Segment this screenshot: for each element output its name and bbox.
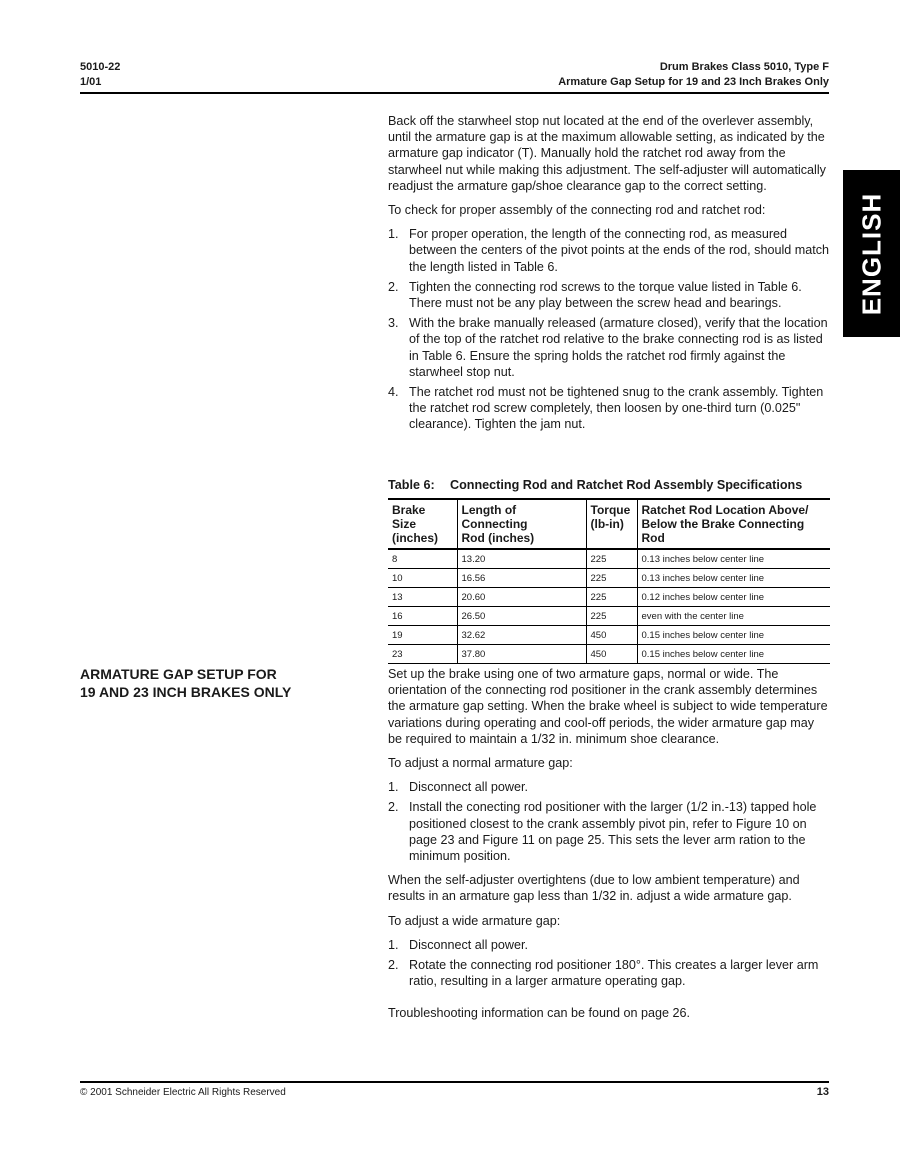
- check-assembly-steps: [388, 226, 830, 432]
- troubleshooting-note: Troubleshooting information can be found on page 26.: [388, 1006, 690, 1021]
- copyright-notice: © 2001 Schneider Electric All Rights Reserved: [80, 1087, 286, 1098]
- list-item: [388, 799, 830, 864]
- list-item: [388, 384, 830, 433]
- table-row: [388, 626, 830, 645]
- column-header-ratchet-location: Ratchet Rod Location Above/ Below the Brake Connecting Rod: [637, 499, 830, 549]
- column-header-rod-length: Length of Connecting Rod (inches): [457, 499, 586, 549]
- document-subtitle: Armature Gap Setup for 19 and 23 Inch Brakes Only: [558, 76, 829, 88]
- table-cell: 23: [388, 645, 457, 664]
- table-cell: 450: [586, 645, 637, 664]
- table-cell: 0.13 inches below center line: [637, 569, 830, 588]
- table-cell: 225: [586, 588, 637, 607]
- list-number: 2.: [388, 279, 399, 294]
- normal-gap-steps: [388, 779, 830, 864]
- table-cell: 225: [586, 549, 637, 569]
- list-text: Disconnect all power.: [409, 780, 529, 795]
- list-text: Tighten the connecting rod screws to the torque value listed in Table 6. There must not be any play between the screw head and bearings.: [409, 279, 802, 311]
- list-item: [388, 779, 830, 795]
- specifications-table: [388, 498, 830, 664]
- armature-gap-section: [388, 666, 830, 1030]
- intro-section: [388, 113, 830, 441]
- list-text: With the brake manually released (armature closed), verify that the location of the top of the ratchet rod relative to the brake connecting rod is as listed in Table 6. Ensure the spring holds the ratchet rod firmly against the starwheel stop nut.: [409, 316, 828, 379]
- list-number: 2.: [388, 958, 399, 973]
- list-number: 4.: [388, 385, 399, 400]
- table-row: [388, 645, 830, 664]
- table-cell: even with the center line: [637, 607, 830, 626]
- list-number: 1.: [388, 937, 399, 952]
- header-divider: [80, 92, 829, 94]
- wide-gap-steps: [388, 937, 830, 990]
- list-number: 1.: [388, 227, 399, 242]
- document-title: Drum Brakes Class 5010, Type F: [659, 61, 829, 73]
- document-number: 5010-22: [80, 61, 121, 73]
- table-cell: 20.60: [457, 588, 586, 607]
- list-text: The ratchet rod must not be tightened snug to the crank assembly. Tighten the ratchet rod screw completely, then loosen by one-third turn (0.025" clearance). Tighten the jam nut.: [409, 385, 824, 432]
- list-item: [388, 957, 830, 989]
- table-row: [388, 569, 830, 588]
- intro-paragraph: Back off the starwheel stop nut located at the end of the overlever assembly, until the armature gap is at the maximum allowable setting, as indicated by the armature gap indicator (T). Manually hold the ratchet rod away from the starwheel nut while making this adjustment. The self-adjuster will automatically readjust the armature gap/shoe clearance gap to the correct setting.: [388, 114, 826, 193]
- list-text: Install the conecting rod positioner with the larger (1/2 in.-13) tapped hole positioned closest to the crank assembly pivot pin, refer to Figure 10 on page 23 and Figure 11 on page 25. This sets the lever arm ration to the minimum position.: [409, 800, 817, 864]
- table-cell: 37.80: [457, 645, 586, 664]
- table-label: Table 6:: [388, 478, 435, 492]
- section-heading: ARMATURE GAP SETUP FOR 19 AND 23 INCH BRAKES ONLY: [80, 666, 292, 700]
- column-header-torque: Torque (lb-in): [586, 499, 637, 549]
- table-cell: 19: [388, 626, 457, 645]
- table-cell: 16: [388, 607, 457, 626]
- list-number: 2.: [388, 800, 399, 815]
- list-item: [388, 315, 830, 380]
- page-number: 13: [816, 1086, 829, 1098]
- language-tab: [843, 170, 900, 337]
- table-row: [388, 549, 830, 569]
- footer-divider: [80, 1081, 829, 1083]
- self-adjuster-paragraph: When the self-adjuster overtightens (due to low ambient temperature) and results in an armature gap less than 1/32 in. adjust a wide armature gap.: [388, 873, 800, 904]
- list-text: Rotate the connecting rod positioner 180°. This creates a larger lever arm ratio, resulting in a larger armature operating gap.: [409, 958, 819, 989]
- table-cell: 0.13 inches below center line: [637, 549, 830, 569]
- header-left: [80, 60, 120, 90]
- list-number: 3.: [388, 316, 399, 331]
- table-title: Connecting Rod and Ratchet Rod Assembly Specifications: [450, 478, 803, 492]
- check-assembly-intro: To check for proper assembly of the connecting rod and ratchet rod:: [388, 203, 766, 218]
- column-header-brake-size: Brake Size (inches): [388, 499, 457, 549]
- table-cell: 26.50: [457, 607, 586, 626]
- table-cell: 32.62: [457, 626, 586, 645]
- table-cell: 225: [586, 569, 637, 588]
- table-cell: 0.15 inches below center line: [637, 645, 830, 664]
- wide-gap-intro: To adjust a wide armature gap:: [388, 913, 561, 928]
- table-cell: 450: [586, 626, 637, 645]
- table-cell: 8: [388, 549, 457, 569]
- list-item: [388, 226, 830, 275]
- list-text: Disconnect all power.: [409, 937, 529, 952]
- table-cell: 0.12 inches below center line: [637, 588, 830, 607]
- list-text: For proper operation, the length of the connecting rod, as measured between the centers of the pivot points at the ends of the rod, should match the length listed in Table 6.: [409, 227, 830, 274]
- table-row: [388, 588, 830, 607]
- list-number: 1.: [388, 780, 399, 795]
- table-cell: 10: [388, 569, 457, 588]
- table-header-row: [388, 499, 830, 549]
- table-cell: 13: [388, 588, 457, 607]
- table-cell: 0.15 inches below center line: [637, 626, 830, 645]
- language-tab-label: ENGLISH: [856, 192, 886, 315]
- normal-gap-intro: To adjust a normal armature gap:: [388, 756, 573, 771]
- list-item: [388, 937, 830, 953]
- header-right: [558, 60, 829, 90]
- table-cell: 16.56: [457, 569, 586, 588]
- list-item: [388, 279, 830, 311]
- section-intro-paragraph: Set up the brake using one of two armature gaps, normal or wide. The orientation of the connecting rod positioner in the crank assembly determines the armature gap setting. When the brake wheel is subject to wide temperature variations during operating and cool-off periods, the wider armature gap may be required to maintain a 1/32 in. minimum shoe clearance.: [388, 667, 828, 746]
- document-date: 1/01: [80, 76, 102, 88]
- table-caption: [388, 478, 830, 492]
- table-cell: 225: [586, 607, 637, 626]
- table-row: [388, 607, 830, 626]
- table-cell: 13.20: [457, 549, 586, 569]
